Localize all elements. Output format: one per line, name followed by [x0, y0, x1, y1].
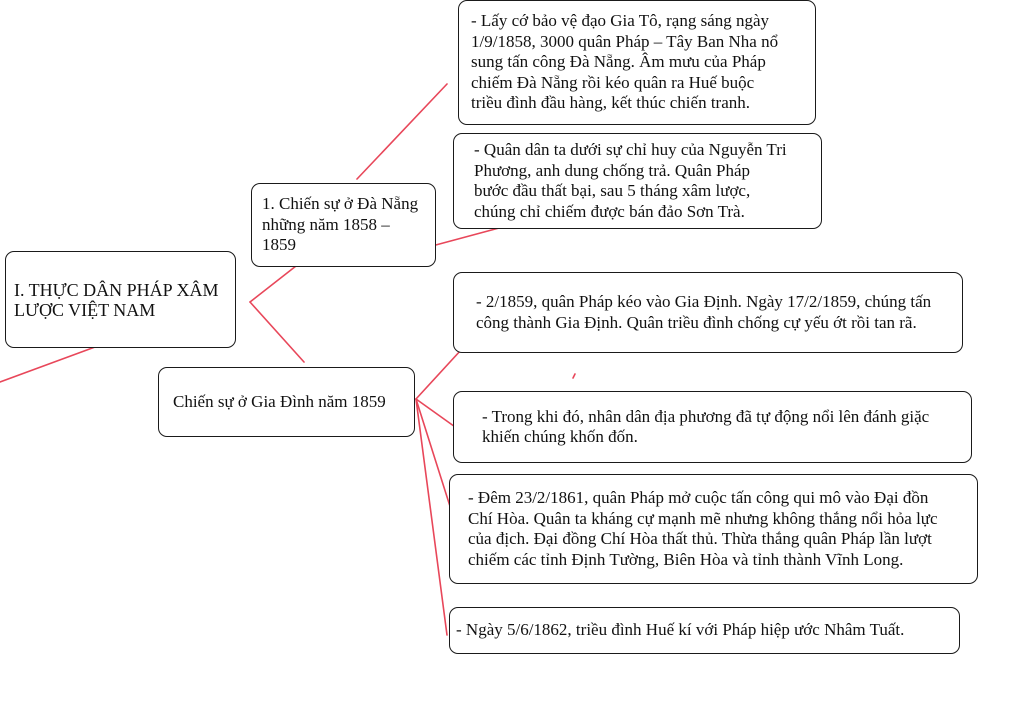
- leaf-node-text: - Ngày 5/6/1862, triều đình Huế kí với Pháp hiệp ước Nhâm Tuất.: [456, 620, 905, 640]
- leaf-node-nham-tuat-treaty: [449, 607, 960, 654]
- branch-node-gia-dinh: [158, 367, 415, 437]
- root-node: [5, 251, 236, 348]
- connector-root-to-branch2: [250, 302, 304, 362]
- leaf-node-gia-dinh-attack: [453, 272, 963, 353]
- leaf-node-gia-dinh-uprising: [453, 391, 972, 463]
- branch-node-label: Chiến sự ở Gia Đình năm 1859: [173, 391, 386, 411]
- leaf-node-da-nang-resistance: [453, 133, 822, 229]
- branch-node-da-nang: [251, 183, 436, 267]
- connector-branch2-to-leaf6: [416, 399, 447, 635]
- leaf-node-chi-hoa: [449, 474, 978, 584]
- leaf-node-text: - Lấy cớ bảo vệ đạo Gia Tô, rạng sáng ngày 1/9/1858, 3000 quân Pháp – Tây Ban Nha nổ sung tấn công Đà Nẵng. Âm mưu của Pháp chiếm Đà Nẵng rồi kéo quân ra Huế buộc triều đình đầu hàng, kết thúc chiến tranh.: [471, 11, 779, 113]
- leaf-node-text: - Quân dân ta dưới sự chỉ huy của Nguyễn Tri Phương, anh dung chống trả. Quân Pháp bước đầu thất bại, sau 5 tháng xâm lược, chúng chỉ chiếm được bán đảo Sơn Trà.: [474, 140, 787, 221]
- connector-root-tail: [0, 347, 95, 382]
- leaf-node-text: - Đêm 23/2/1861, quân Pháp mở cuộc tấn công qui mô vào Đại đồn Chí Hòa. Quân ta kháng cự mạnh mẽ nhưng không thắng nổi hỏa lực của địch. Đại đồng Chí Hòa thất thủ. Thừa thắng quân Pháp lần lượt chiếm các tỉnh Định Tường, Biên Hòa và tỉnh thành Vĩnh Long.: [468, 488, 938, 569]
- root-node-label: I. THỰC DÂN PHÁP XÂM LƯỢC VIỆT NAM: [14, 279, 219, 320]
- leaf-node-text: - Trong khi đó, nhân dân địa phương đã tự động nổi lên đánh giặc khiến chúng khốn đốn.: [482, 406, 930, 446]
- connector-root-to-branch1: [250, 266, 296, 302]
- leaf-node-text: - 2/1859, quân Pháp kéo vào Gia Định. Ngày 17/2/1859, chúng tấn công thành Gia Định. Quân triều đình chống cự yếu ớt rồi tan rã.: [476, 292, 932, 332]
- branch-node-label: 1. Chiến sự ở Đà Nẵng những năm 1858 – 1859: [262, 194, 419, 255]
- connector-branch1-to-leaf1: [357, 84, 447, 179]
- connector-stray-mark: [573, 374, 575, 378]
- leaf-node-da-nang-attack: [458, 0, 816, 125]
